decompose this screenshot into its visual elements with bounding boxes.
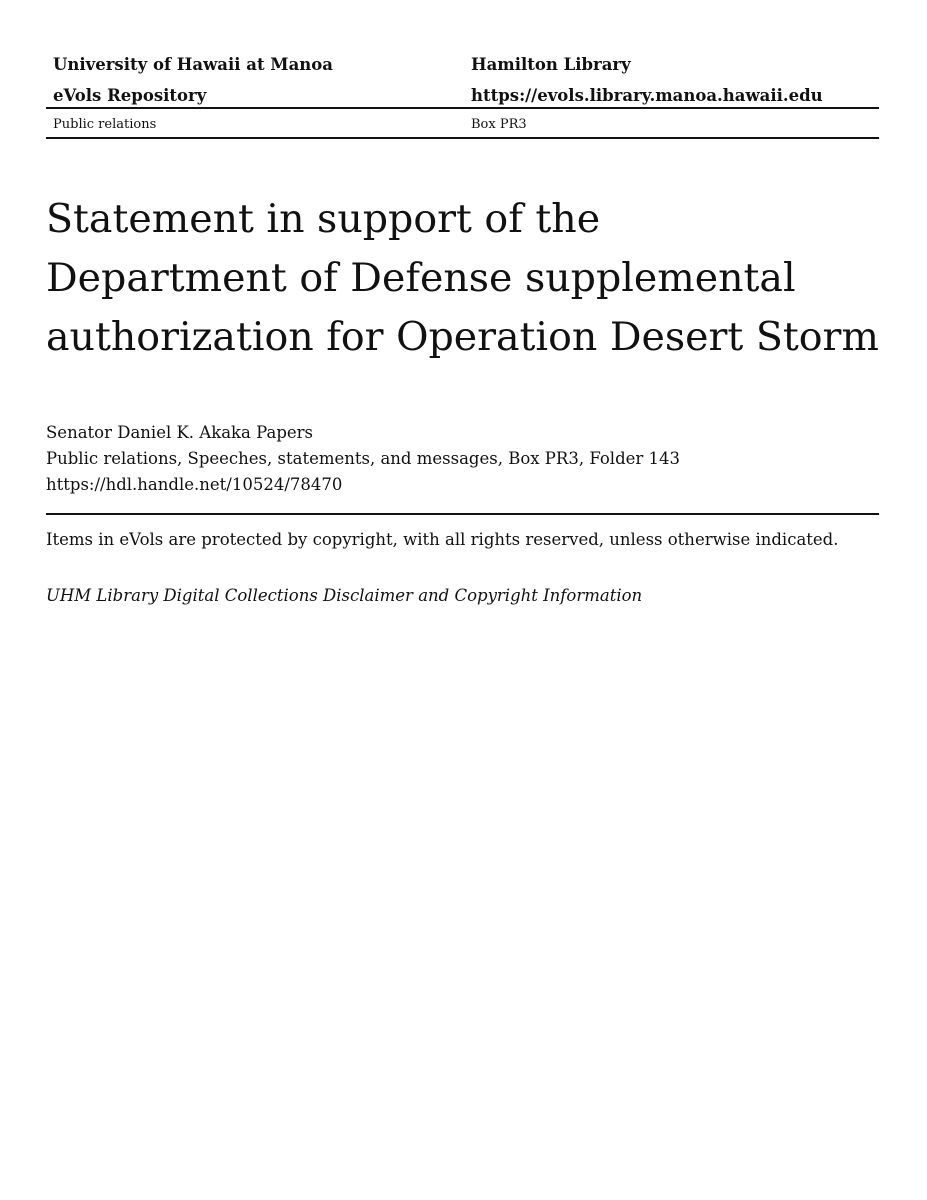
document-title — [46, 190, 879, 367]
folder-location: Public relations, Speeches, statements, and messages, Box PR3, Folder 143 — [46, 449, 681, 468]
series-name: Public relations — [53, 117, 157, 132]
library-name: Hamilton Library — [471, 55, 631, 74]
institution-name: University of Hawaii at Manoa — [53, 55, 333, 74]
title-line-3: authorization for Operation Desert Storm — [46, 314, 879, 360]
collection-name: Senator Daniel K. Akaka Papers — [46, 423, 314, 442]
title-line-1: Statement in support of the — [46, 196, 601, 242]
repository-header — [46, 53, 879, 132]
header-subrow — [46, 115, 879, 135]
header-row-1 — [46, 53, 879, 84]
header-row-2 — [46, 84, 879, 115]
header-divider-top — [46, 107, 879, 109]
box-label: Box PR3 — [471, 117, 527, 132]
rights-statement: Items in eVols are protected by copyright, with all rights reserved, unless otherwise indicated. — [46, 530, 839, 549]
document-metadata — [46, 420, 879, 498]
handle-link[interactable]: https://hdl.handle.net/10524/78470 — [46, 475, 343, 494]
title-line-2: Department of Defense supplemental — [46, 255, 796, 301]
metadata-divider — [46, 513, 879, 515]
repository-url-link[interactable]: https://evols.library.manoa.hawaii.edu — [471, 86, 823, 105]
repository-name: eVols Repository — [53, 86, 207, 105]
disclaimer-link[interactable]: UHM Library Digital Collections Disclaimer and Copyright Information — [46, 586, 643, 605]
header-divider-bottom — [46, 137, 879, 139]
